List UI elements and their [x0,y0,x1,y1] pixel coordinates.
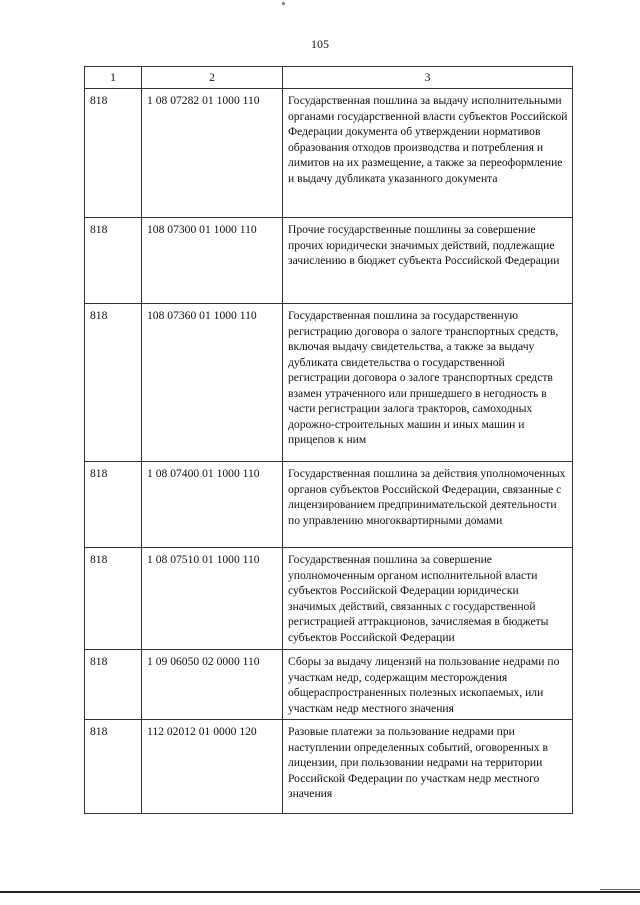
table-row [85,304,573,462]
budget-code-cell: 112 02012 01 0000 120 [142,720,283,814]
budget-code-cell: 1 08 07510 01 1000 110 [142,548,283,650]
revenue-name-cell: Государственная пошлина за государственную регистрацию договора о залоге транспортных средств, включая выдачу свидетельства, а также за выдачу дубликата свидетельства о государственной регистрации договора о залоге транспортных средств взамен утраченного или пришедшего в негодность в части регистрации залога тракторов, самоходных дорожно-строительных машин и иных машин и прицепов к ним [283,304,573,462]
admin-code-cell: 818 [85,218,142,304]
budget-code-cell: 108 07300 01 1000 110 [142,218,283,304]
budget-code-cell: 1 09 06050 02 0000 110 [142,650,283,720]
table-row [85,650,573,720]
revenue-name-cell: Сборы за выдачу лицензий на пользование недрами по участкам недр, содержащим месторождения общераспространенных полезных ископаемых, или участкам недр местного значения [283,650,573,720]
budget-code-cell: 1 08 07282 01 1000 110 [142,89,283,218]
revenue-name-cell: Разовые платежи за пользование недрами при наступлении определенных событий, оговоренных в лицензии, при пользовании недрами на территории Российской Федерации по участкам недр местного значения [283,720,573,814]
admin-code-cell: 818 [85,650,142,720]
revenue-codes-table [84,66,573,814]
budget-code-cell: 108 07360 01 1000 110 [142,304,283,462]
admin-code-cell: 818 [85,304,142,462]
column-header-2: 2 [142,67,283,89]
table-row [85,218,573,304]
scan-speck [282,2,285,5]
table-row [85,89,573,218]
scan-edge-line [0,891,640,893]
table-row [85,720,573,814]
revenue-name-cell: Государственная пошлина за выдачу исполнительными органами государственной власти субъектов Российской Федерации документа об утверждении нормативов образования отходов производства и потребления и лимитов на их размещение, а также за переоформление и выдачу дубликата указанного документа [283,89,573,218]
column-header-3: 3 [283,67,573,89]
revenue-name-cell: Прочие государственные пошлины за совершение прочих юридически значимых действий, подлежащие зачислению в бюджет субъекта Российской Федерации [283,218,573,304]
budget-code-cell: 1 08 07400 01 1000 110 [142,462,283,548]
table-row [85,548,573,650]
admin-code-cell: 818 [85,462,142,548]
column-header-1: 1 [85,67,142,89]
admin-code-cell: 818 [85,720,142,814]
admin-code-cell: 818 [85,89,142,218]
table-row [85,462,573,548]
page-number: 105 [311,37,329,51]
admin-code-cell: 818 [85,548,142,650]
scan-edge-dash [600,889,640,890]
table-header-row [85,67,573,89]
revenue-name-cell: Государственная пошлина за действия уполномоченных органов субъектов Российской Федерации, связанные с лицензированием предпринимательской деятельности по управлению многоквартирными домами [283,462,573,548]
revenue-name-cell: Государственная пошлина за совершение уполномоченным органом исполнительной власти субъектов Российской Федерации юридически значимых действий, связанных с государственной регистрацией аттракционов, зачисляемая в бюджеты субъектов Российской Федерации [283,548,573,650]
